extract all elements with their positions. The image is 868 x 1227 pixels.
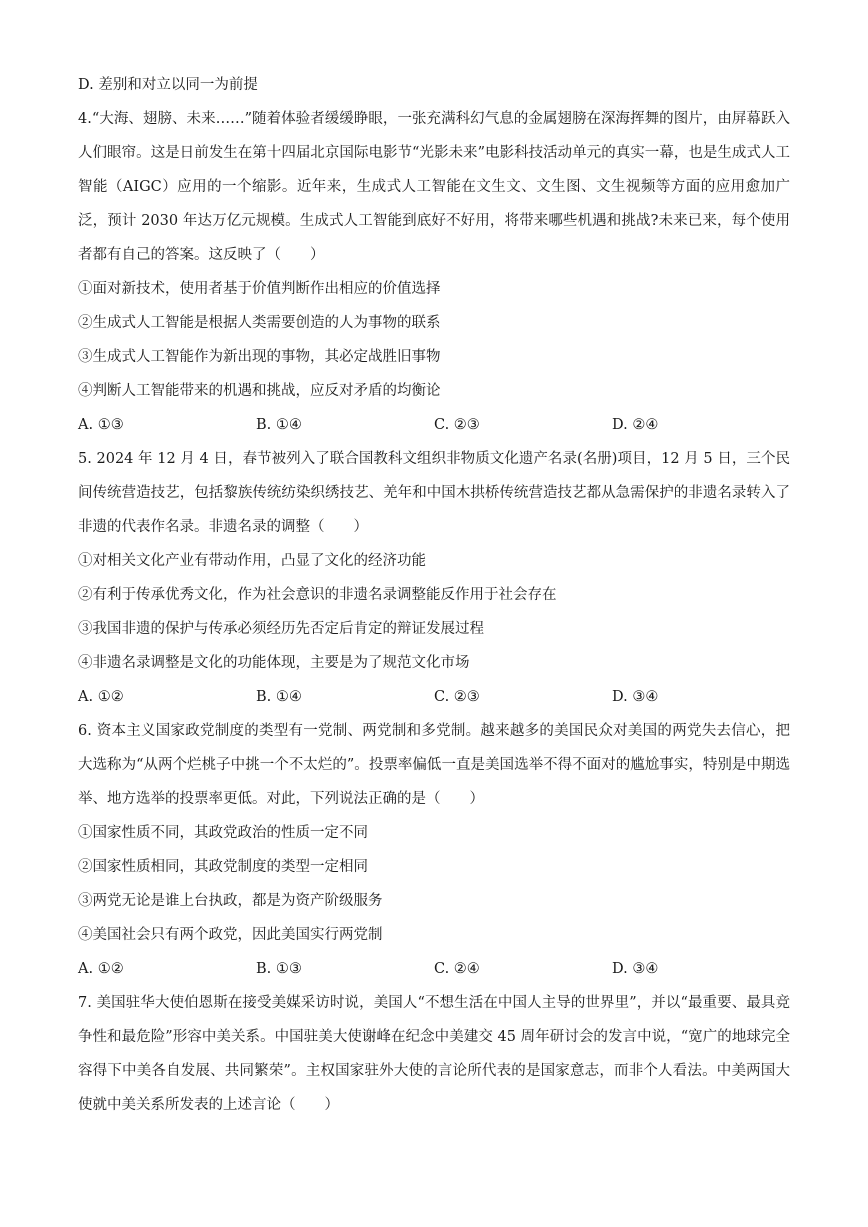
q5-statement-2: ②有利于传承优秀文化，作为社会意识的非遗名录调整能反作用于社会存在	[78, 587, 557, 603]
q5-statement-3: ③我国非遗的保护与传承必须经历先否定后肯定的辩证发展过程	[78, 621, 484, 637]
q6-option-a[interactable]: A. ①②	[78, 961, 124, 977]
q5-stem: 5. 2024 年 12 月 4 日，春节被列入了联合国教科文组织非物质文化遗产名录(名册)项目，12 月 5 日，三个民间传统营造技艺，包括黎族传统纺染织绣技艺、羌年和中国木拱桥传统营造技艺都从急需保护的非遗名录转入了非遗的代表作名录。非遗名录的调整（ ）	[78, 451, 790, 535]
q4-option-c[interactable]: C. ②③	[434, 417, 480, 433]
q6-option-b[interactable]: B. ①③	[256, 961, 302, 977]
q5-options	[78, 680, 790, 714]
q6-option-c[interactable]: C. ②④	[434, 961, 480, 977]
q6-option-d[interactable]: D. ③④	[612, 961, 659, 977]
exam-page	[78, 68, 790, 1122]
q6-options	[78, 952, 790, 986]
q4-statement-4: ④判断人工智能带来的机遇和挑战，应反对矛盾的均衡论	[78, 383, 441, 399]
q4-stem: 4.“大海、翅膀、未来……”随着体验者缓缓睁眼，一张充满科幻气息的金属翅膀在深海挥舞的图片，由屏幕跃入人们眼帘。这是日前发生在第十四届北京国际电影节“光影未来”电影科技活动单元的真实一幕，也是生成式人工智能（AIGC）应用的一个缩影。近年来，生成式人工智能在文生文、文生图、文生视频等方面的应用愈加广泛，预计 2030 年达万亿元规模。生成式人工智能到底好不好用，将带来哪些机遇和挑战?未来已来，每个使用者都有自己的答案。这反映了（ ）	[78, 111, 790, 263]
q5-statement-4: ④非遗名录调整是文化的功能体现，主要是为了规范文化市场	[78, 655, 470, 671]
q6-stem: 6. 资本主义国家政党制度的类型有一党制、两党制和多党制。越来越多的美国民众对美国的两党失去信心，把大选称为“从两个烂桃子中挑一个不太烂的”。投票率偏低一直是美国选举不得不面对的尴尬事实，特别是中期选举、地方选举的投票率更低。对此，下列说法正确的是（ ）	[78, 723, 790, 807]
q5-statement-1: ①对相关文化产业有带动作用，凸显了文化的经济功能	[78, 553, 426, 569]
q4-option-b[interactable]: B. ①④	[256, 417, 302, 433]
q6-statement-1: ①国家性质不同，其政党政治的性质一定不同	[78, 825, 368, 841]
q4-statement-3: ③生成式人工智能作为新出现的事物，其必定战胜旧事物	[78, 349, 441, 365]
q6-statement-3: ③两党无论是谁上台执政，都是为资产阶级服务	[78, 893, 383, 909]
q4-options	[78, 408, 790, 442]
q6-statement-2: ②国家性质相同，其政党制度的类型一定相同	[78, 859, 368, 875]
q5-option-d[interactable]: D. ③④	[612, 689, 659, 705]
q4-option-a[interactable]: A. ①③	[78, 417, 124, 433]
q3-option-d: D. 差别和对立以同一为前提	[78, 77, 258, 93]
q5-option-a[interactable]: A. ①②	[78, 689, 124, 705]
q5-option-c[interactable]: C. ②③	[434, 689, 480, 705]
q4-statement-1: ①面对新技术，使用者基于价值判断作出相应的价值选择	[78, 281, 441, 297]
q4-statement-2: ②生成式人工智能是根据人类需要创造的人为事物的联系	[78, 315, 441, 331]
q5-option-b[interactable]: B. ①④	[256, 689, 302, 705]
q7-stem: 7. 美国驻华大使伯恩斯在接受美媒采访时说，美国人“不想生活在中国人主导的世界里”，并以“最重要、最具竞争性和最危险”形容中美关系。中国驻美大使谢峰在纪念中美建交 45 周年研讨会的发言中说，“宽广的地球完全容得下中美各自发展、共同繁荣”。主权国家驻外大使的言论所代表的是国家意志，而非个人看法。中美两国大使就中美关系所发表的上述言论（ ）	[78, 995, 790, 1113]
q6-statement-4: ④美国社会只有两个政党，因此美国实行两党制	[78, 927, 383, 943]
q4-option-d[interactable]: D. ②④	[612, 417, 659, 433]
